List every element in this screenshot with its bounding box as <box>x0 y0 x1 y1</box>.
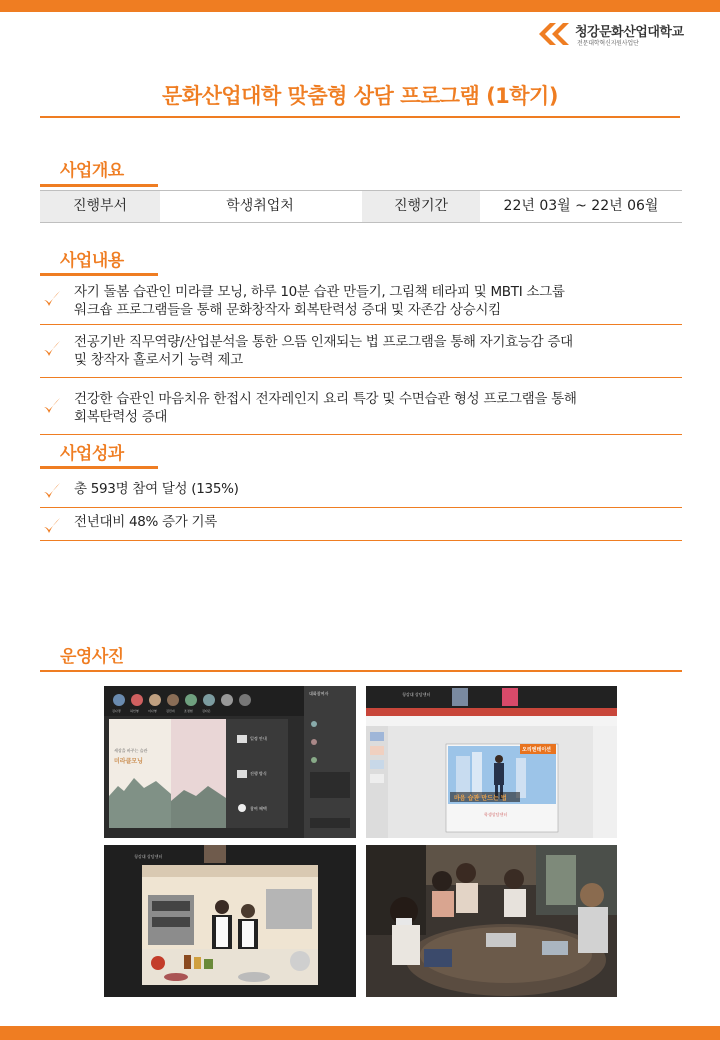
slide-card-label: 진행 방식 <box>250 771 267 776</box>
slide-intro: 세상을 바꾸는 습관 <box>114 748 148 753</box>
period-value: 22년 03월 ~ 22년 06월 <box>503 198 659 214</box>
period-label: 진행기간 <box>362 191 480 222</box>
participant-name: 이나영 <box>148 709 157 713</box>
slide-footer: 학생상담센터 <box>484 812 508 817</box>
content-item-line2: 회복탄력성 증대 <box>74 409 168 425</box>
chat-panel-title: 대화참여자 <box>309 691 329 696</box>
content-heading-underline <box>40 273 158 276</box>
participant-name: 김나경 <box>112 709 121 713</box>
dept-label: 진행부서 <box>40 191 160 222</box>
slide-title: 오리엔테이션 <box>522 747 551 753</box>
slide-card-label: 참여 혜택 <box>250 806 267 811</box>
overview-table <box>40 190 682 223</box>
result-item-text: 전년대비 48% 증가 기록 <box>74 514 218 530</box>
photos-heading: 운영사진 <box>60 647 124 667</box>
content-item-line1: 전공기반 직무역량/산업분석을 통한 으뜸 인재되는 법 프로그램을 통해 자기효능감 증대 <box>74 334 573 350</box>
content-heading: 사업내용 <box>60 251 124 271</box>
photo-orientation-presentation <box>366 686 617 838</box>
title-divider <box>40 116 680 118</box>
logo-name: 청강문화산업대학교 <box>575 25 684 40</box>
check-icon <box>42 289 62 309</box>
result-item-text: 총 593명 참여 달성 (135%) <box>74 481 239 497</box>
content-item-line1: 자기 돌봄 습관인 미라클 모닝, 하루 10분 습관 만들기, 그림책 테라피 및 MBTI 소그룹 <box>74 284 565 300</box>
participant-name: 김민지 <box>166 709 175 713</box>
photo-cooking-class-image <box>104 845 356 997</box>
results-heading-underline <box>40 466 158 469</box>
check-icon <box>42 396 62 416</box>
page-title: 문화산업대학 맞춤형 상담 프로그램 (1학기) <box>162 84 558 108</box>
top-accent-bar <box>0 0 720 12</box>
participant-name: 김다은 <box>202 709 211 713</box>
participant-name: 허인영 <box>130 709 139 713</box>
results-heading: 사업성과 <box>60 444 124 464</box>
host-label: 청강대 상담센터 <box>134 854 163 859</box>
photo-group-workshop-image <box>366 845 617 997</box>
divider <box>40 507 682 508</box>
divider <box>40 377 682 378</box>
slide-card-label: 일정 안내 <box>250 736 267 741</box>
divider <box>40 324 682 325</box>
check-icon <box>42 516 62 536</box>
logo-subtitle: 전문대학혁신지원사업단 <box>577 40 639 47</box>
divider <box>40 434 682 435</box>
overview-heading-underline <box>40 184 158 187</box>
photos-heading-rule <box>40 670 682 672</box>
content-item-line2: 및 창작자 홀로서기 능력 제고 <box>74 352 243 368</box>
university-logo <box>536 20 686 48</box>
check-icon <box>42 339 62 359</box>
photo-cooking-class <box>104 845 356 997</box>
slide-caption: 마음 습관 만드는 법 <box>454 795 507 802</box>
overview-heading: 사업개요 <box>60 161 124 181</box>
slide-title: 미라클모닝 <box>114 758 143 765</box>
photo-group-workshop <box>366 845 617 997</box>
check-icon <box>42 481 62 501</box>
host-label: 청강대 상담센터 <box>402 692 431 697</box>
divider <box>40 540 682 541</box>
content-item-line2: 워크숍 프로그램들을 통해 문화창작자 회복탄력성 증대 및 자존감 상승시킴 <box>74 302 501 318</box>
bottom-accent-bar <box>0 1026 720 1040</box>
logo-mark-icon <box>536 21 572 47</box>
participant-name: 조정현 <box>184 709 193 713</box>
photo-online-session-slide <box>104 686 356 838</box>
content-item-line1: 건강한 습관인 마음치유 한접시 전자레인지 요리 특강 및 수면습관 형성 프로그램을 통해 <box>74 391 577 407</box>
dept-value: 학생취업처 <box>226 198 294 214</box>
